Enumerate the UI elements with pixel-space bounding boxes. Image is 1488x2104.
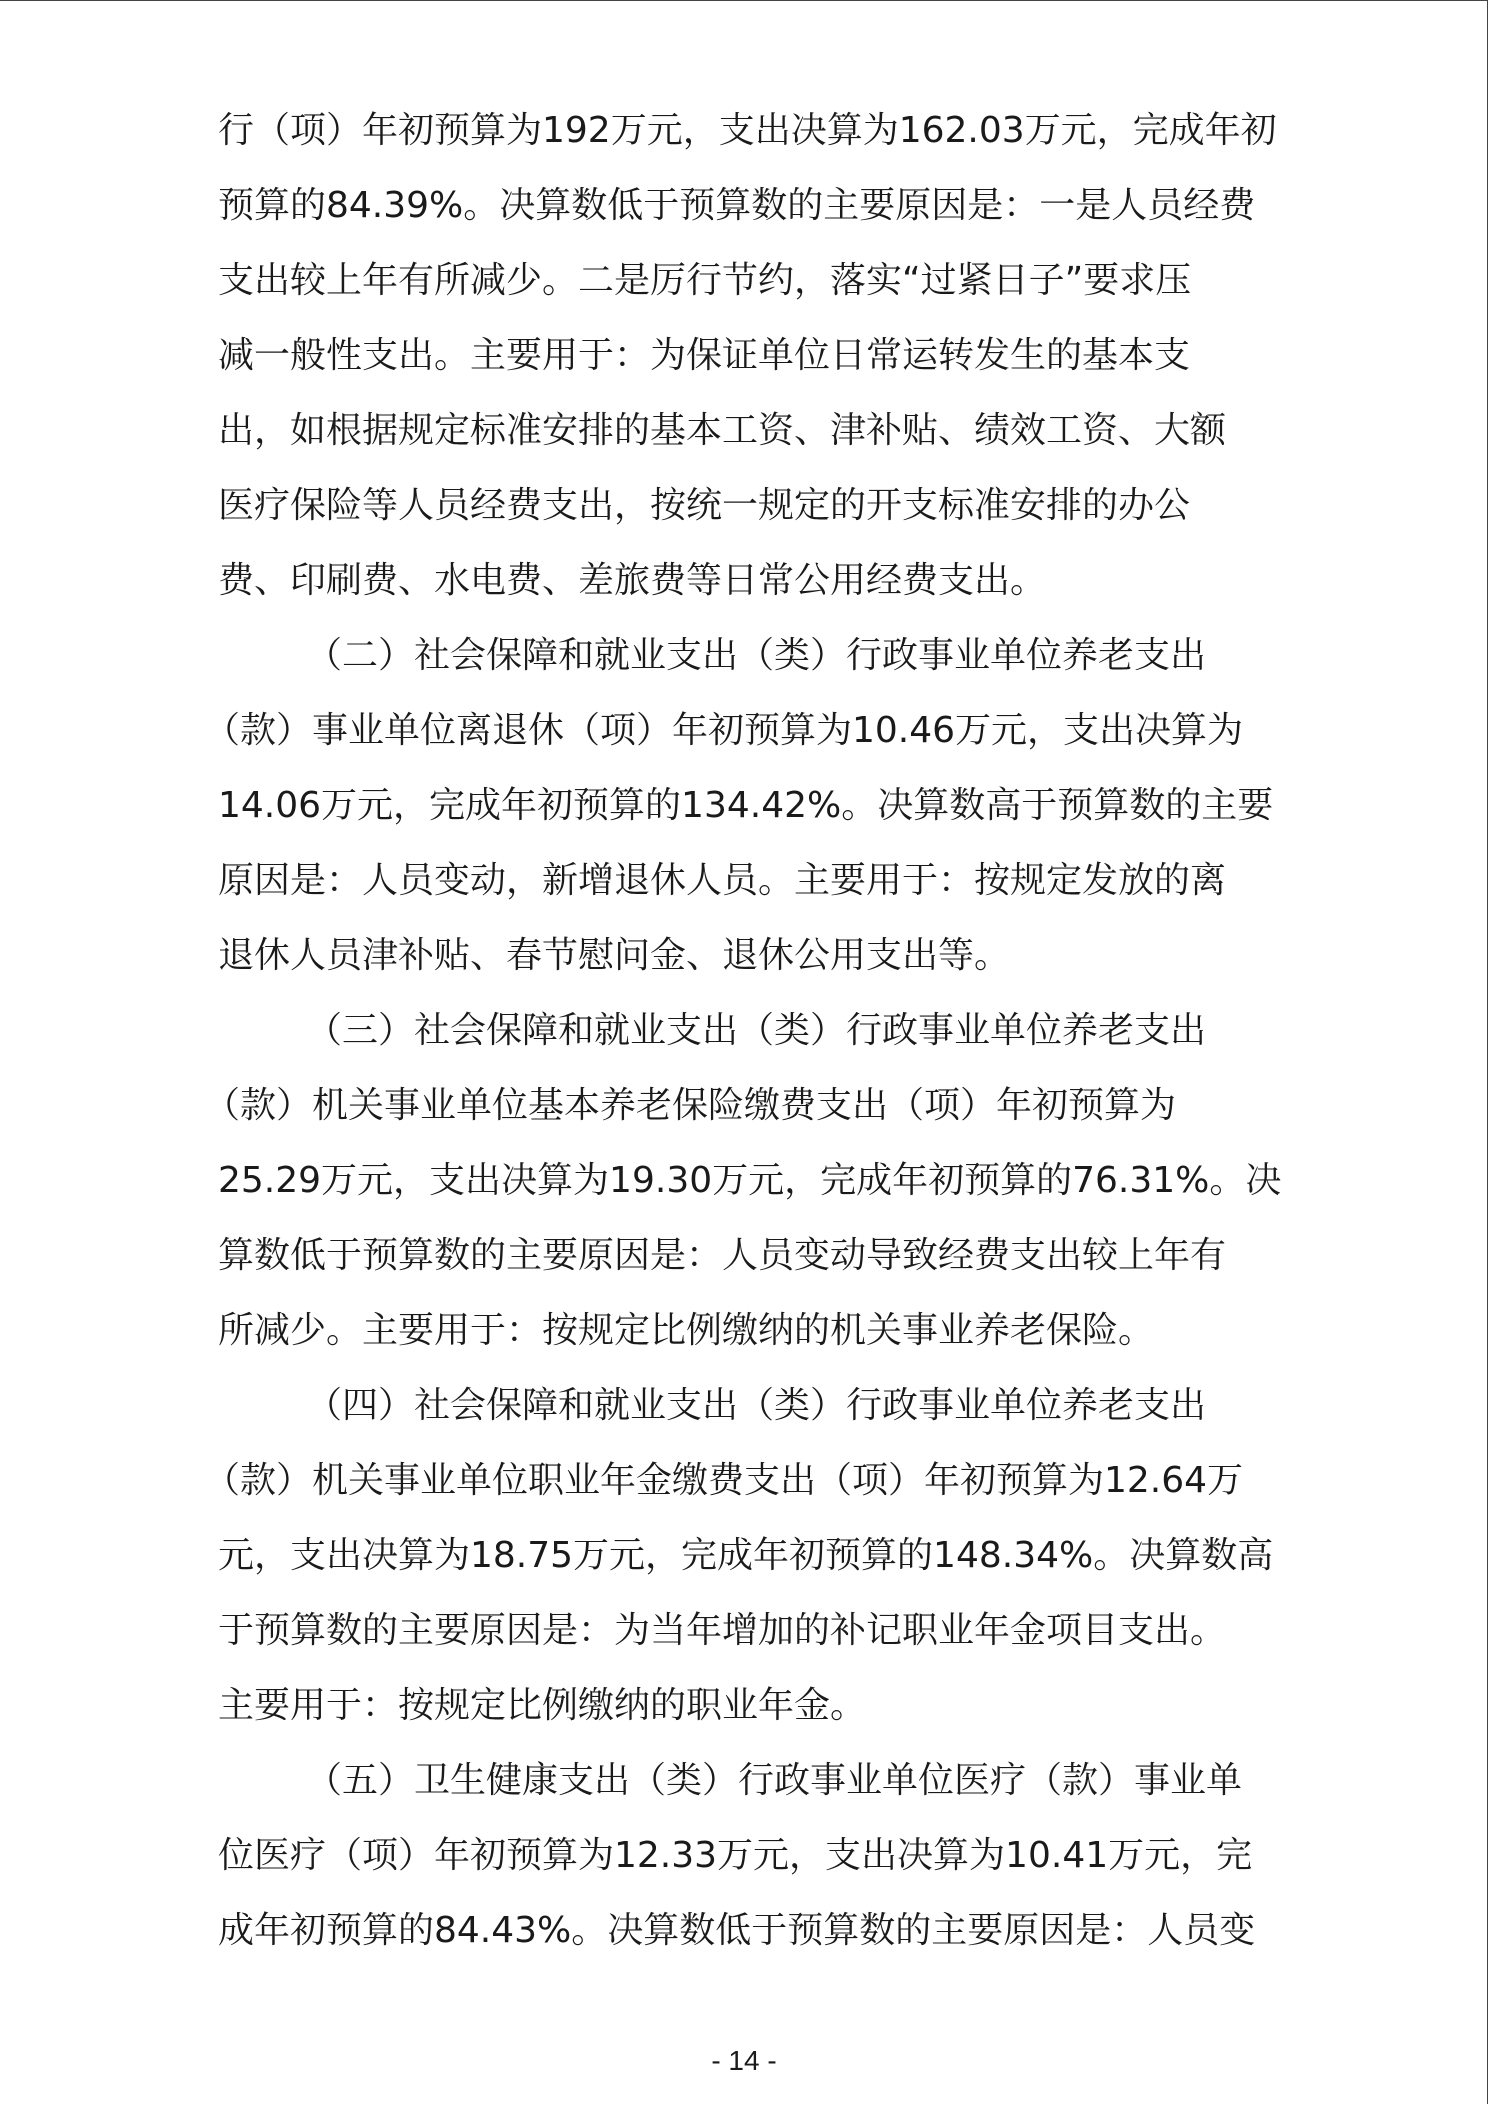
text-line: （款）事业单位离退休（项）年初预算为10.46万元，支出决算为 <box>204 710 1244 751</box>
text-line: 支出较上年有所减少。二是厉行节约，落实“过紧日子”要求压 <box>218 260 1192 301</box>
text-line: 主要用于：按规定比例缴纳的职业年金。 <box>218 1685 867 1726</box>
text-line: 减一般性支出。主要用于：为保证单位日常运转发生的基本支 <box>218 335 1191 376</box>
section-heading-line: （三）社会保障和就业支出（类）行政事业单位养老支出 <box>306 1010 1207 1051</box>
text-line: 所减少。主要用于：按规定比例缴纳的机关事业养老保险。 <box>218 1310 1155 1351</box>
text-line: 出，如根据规定标准安排的基本工资、津补贴、绩效工资、大额 <box>218 410 1227 451</box>
section-heading-line: （二）社会保障和就业支出（类）行政事业单位养老支出 <box>306 635 1207 676</box>
text-line: 原因是：人员变动，新增退休人员。主要用于：按规定发放的离 <box>218 860 1227 901</box>
text-line: 算数低于预算数的主要原因是：人员变动导致经费支出较上年有 <box>218 1235 1227 1276</box>
page-number: - 14 - <box>711 2045 777 2076</box>
text-line: （款）机关事业单位基本养老保险缴费支出（项）年初预算为 <box>204 1085 1177 1126</box>
text-line: （款）机关事业单位职业年金缴费支出（项）年初预算为12.64万 <box>204 1460 1244 1501</box>
body-text <box>204 93 1288 1968</box>
text-line: 位医疗（项）年初预算为12.33万元，支出决算为10.41万元，完 <box>218 1835 1253 1876</box>
text-line: 成年初预算的84.43%。决算数低于预算数的主要原因是：人员变 <box>218 1910 1256 1951</box>
section-heading-line: （四）社会保障和就业支出（类）行政事业单位养老支出 <box>306 1385 1207 1426</box>
text-line: 14.06万元，完成年初预算的134.42%。决算数高于预算数的主要 <box>218 785 1274 826</box>
section-heading-line: （五）卫生健康支出（类）行政事业单位医疗（款）事业单 <box>306 1760 1243 1801</box>
text-line: 退休人员津补贴、春节慰问金、退休公用支出等。 <box>218 935 1011 976</box>
text-line: 预算的84.39%。决算数低于预算数的主要原因是：一是人员经费 <box>218 185 1256 226</box>
text-line: 行（项）年初预算为192万元，支出决算为162.03万元，完成年初 <box>218 110 1277 151</box>
text-line: 于预算数的主要原因是：为当年增加的补记职业年金项目支出。 <box>218 1610 1227 1651</box>
text-line: 费、印刷费、水电费、差旅费等日常公用经费支出。 <box>218 560 1047 601</box>
text-line: 25.29万元，支出决算为19.30万元，完成年初预算的76.31%。决 <box>218 1160 1282 1201</box>
text-line: 元，支出决算为18.75万元，完成年初预算的148.34%。决算数高 <box>218 1535 1274 1576</box>
text-line: 医疗保险等人员经费支出，按统一规定的开支标准安排的办公 <box>218 485 1191 526</box>
